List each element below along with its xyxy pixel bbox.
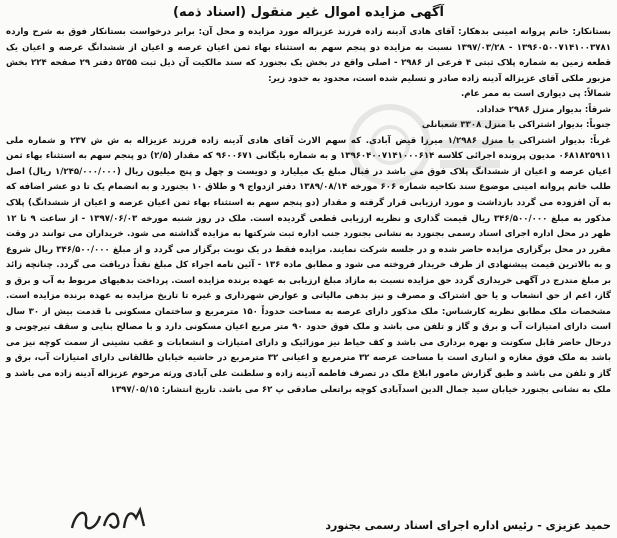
signature-line: حمید عزیزی - رئیس اداره اجرای اسناد رسمی بجنورد	[325, 519, 611, 532]
paragraph-east-boundary: شرقاً: بدیوار منزل ۲۹۸۶ خداداد.	[476, 104, 611, 115]
paragraph-north-boundary: شمالاً: پی دیواری است به ممر عام.	[461, 89, 611, 100]
notice-body	[6, 25, 611, 398]
paragraph-south-boundary: جنوباً: بدیوار اشتراکی با منزل ۳۳۰۸ شعبانلی	[421, 120, 611, 131]
notice-title: آگهی مزایده اموال غیر منقول (اسناد ذمه)	[173, 5, 444, 20]
handwritten-number-mark	[66, 502, 152, 536]
paragraph-west-boundary-and-terms: غرباً: بدیوار اشتراکی با منزل ۱/۲۹۸۶ میرزا قیض آبادی. که سهم الارث آقای هادی آدینه زاده فرزند عزیزاله به ش ش ۲۳۷ و شماره ملی ۰۶۸۱۸۲۵۹۱۱ مدیون پرونده اجرائی کلاسه ۱۳۹۶۰۴۰۰۷۱۴۱۰۰۰۶۱۴ و به شماره بایگانی ۹۶۰۰۶۷۱ که مقدار (۲/۵) دو پنجم سهم به استثناء بهاء ثمن اعیان عرصه و اعیان از ششدانگ پلاک فوق می باشد در قبال مبلغ یک میلیارد و دویست و چهل و پنج میلیون ریال (۱/۲۴۵/۰۰۰/۰۰۰ ریال) اصل طلب خانم پروانه امینی موضوع سند نکاحیه شماره ۶۰۶ مورخه ۱۳۸۹/۰۸/۱۴ دفتر ازدواج ۹ و طلاق ۱۰ بجنورد و به انضمام یک تا دو عشر اضافه که به آن افزوده می گردد بازداشت و مورد ارزیابی قرار گرفته و مقدار (دو پنجم سهم به استثناء بهاء ثمن اعیان عرصه و اعیان از ششدانگ) پلاک مذکور به مبلغ ۳۴۶/۵۰۰/۰۰۰ ریال قیمت گذاری و نظریه ارزیابی قطعی گردیده است. ملک در روز شنبه مورخه ۱۳۹۷/۰۶/۰۳ - از ساعت ۹ تا ۱۲ ظهر در محل اداره اجرای اسناد رسمی بجنورد به نشانی بجنورد جنب اداره ثبت شرکتها به مزایده گذاشته می شود. خریداران می توانند در وقت مقرر در محل برگزاری مزایده حاضر شده و در جلسه شرکت نمایند. مزایده فقط در یک نوبت برگزار می گردد و از مبلغ ۳۴۶/۵۰۰/۰۰۰ ریال شروع و به بالاترین قیمت پیشنهادی از طرف خریدار فروخته می شود و مطابق ماده ۱۳۶ - آئین نامه اجراء کل مبلغ نقداً دریافت می گردد. چنانچه زائد بر مبلغ مندرج در آگهی خریداری گردد حق مزایده نسبت به مازاد مبلغ ارزیابی به عهده برنده مزایده است. پرداخت بدهیهای مربوط به آب و برق و گاز، اعم از حق انشعاب و یا حق اشتراک و مصرف و نیز بدهی مالیاتی و عوارض شهرداری و غیره تا تاریخ مزایده به عهده برنده مزایده است. مشخصات ملک مطابق نظریه کارشناس: ملک مذکور دارای عرصه به مساحت حدوداً ۱۵۰ مترمربع و ساختمان مسکونی با قدمت بیش از ۳۰ سال است دارای امتیازات آب و برق و گاز و تلفن می باشد و ملک فوق حدود ۹۰ متر مربع اعیان مسکونی دارد و با مصالح بنایی و سقف تیرچوبی و درحال حاضر قابل سکونت و بهره برداری می باشد و کف حیاط نیز موزائیک و دارای امتیازات و انشعابات و عقب نشینی از سمت کوچه نیز می باشد به ملک فوق مغازه و انباری است با مساحت عرصه ۳۲ مترمربع و اعیانی ۳۲ مترمربع در حاشیه خیابان طالقانی دارای امتیازات آب، برق و گاز و تلفن می باشد و طبق گزارش مامور ابلاغ ملک در تصرف فاطمه آدینه زاده و سلطنت علی آبادی ورثه مرحوم عزیزاله آدینه زاده می باشد و ملک به نشانی بجنورد خیابان سید جمال الدین اسدآبادی کوچه براتعلی صادقی پ ۶۲ می باشد. تاریخ انتشار: ۱۳۹۷/۰۵/۱۵	[6, 135, 612, 395]
paragraph-intro: بستانکار: خانم پروانه امینی بدهکار: آقای هادی آدینه زاده فرزند عزیزاله مورد مزایده و محل آن: برابر درخواست بستانکار فوق به شرح وارده ۱۳۹۶۰۵۰۰۷۱۴۱۰۰۳۷۸۱ - ۱۳۹۷/۰۳/۲۸ نسبت به مزایده دو پنجم سهم به استثناء بهاء ثمن اعیان عرصه و اعیان از ششدانگ عرصه و اعیان یک قطعه زمین به شماره پلاک ثبتی ۴ فرعی از ۲۹۸۶ - اصلی واقع در بخش یک بجنورد که سند مالکیت آن ذیل ثبت ۵۲۵۵ دفتر ۲۹ صفحه ۲۲۴ بخش مزبور ملکی آقای عزیزاله آدینه زاده صادر و تسلیم شده است، محدود به حدود زیر:	[6, 27, 611, 84]
